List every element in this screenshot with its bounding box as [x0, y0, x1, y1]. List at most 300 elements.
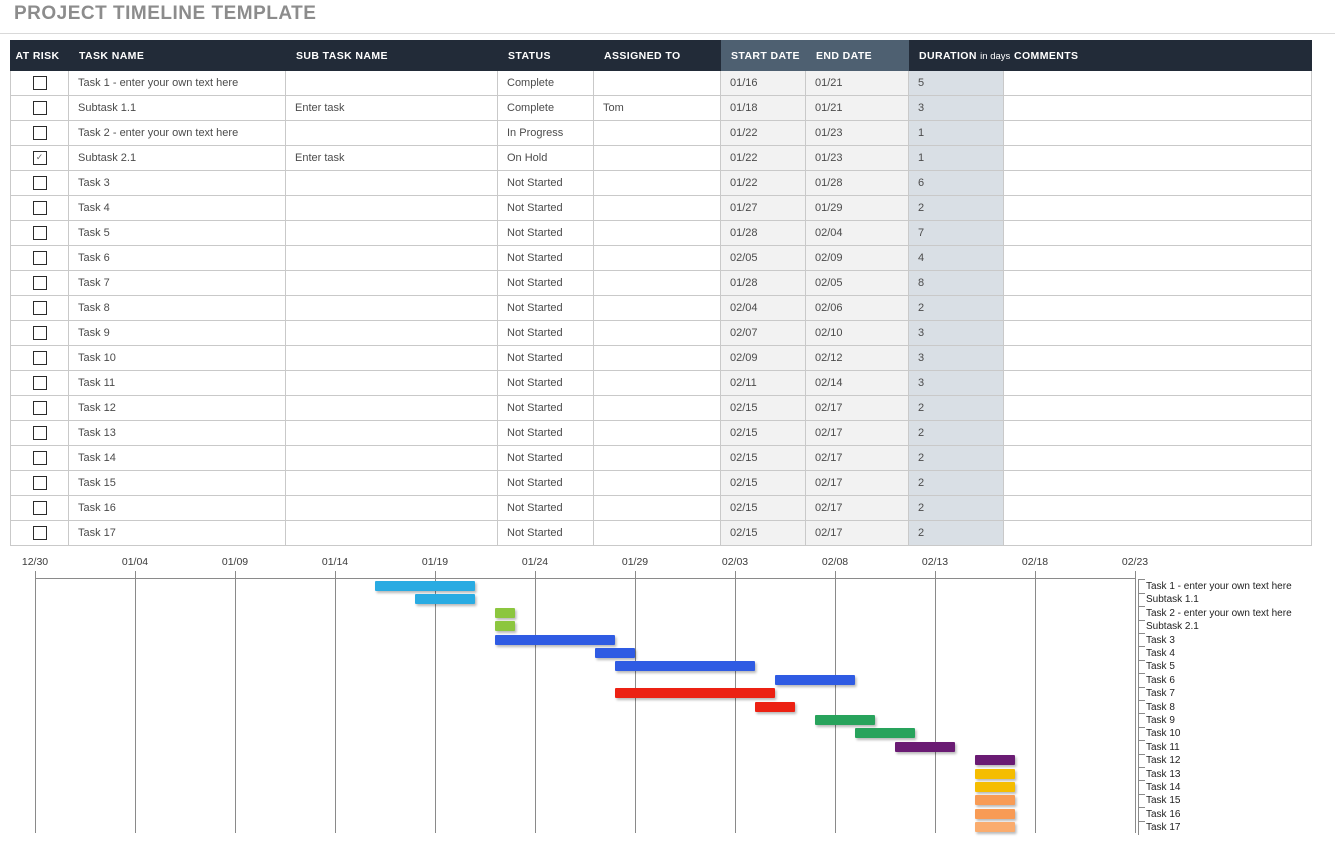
- gantt-bar: [975, 755, 1015, 765]
- duration-cell[interactable]: 1: [909, 121, 1004, 146]
- end-cell[interactable]: 02/12: [806, 346, 909, 371]
- duration-cell[interactable]: 2: [909, 421, 1004, 446]
- start-cell[interactable]: 02/15: [721, 521, 806, 546]
- assigned-cell[interactable]: [594, 71, 721, 96]
- gantt-task-label: Task 5: [1146, 661, 1175, 673]
- task-cell[interactable]: Task 7: [69, 271, 286, 296]
- comments-cell[interactable]: [1004, 421, 1312, 446]
- at-risk-cell[interactable]: [11, 396, 69, 421]
- table-row: [11, 271, 1312, 296]
- end-cell[interactable]: 02/17: [806, 446, 909, 471]
- end-cell[interactable]: 02/17: [806, 396, 909, 421]
- comments-cell[interactable]: [1004, 71, 1312, 96]
- subtask-cell[interactable]: [286, 321, 498, 346]
- table-row: [11, 421, 1312, 446]
- duration-cell[interactable]: 2: [909, 496, 1004, 521]
- gantt-bar: [775, 675, 855, 685]
- assigned-cell[interactable]: [594, 121, 721, 146]
- comments-cell[interactable]: [1004, 371, 1312, 396]
- gantt-gridline: [1035, 579, 1036, 833]
- duration-cell[interactable]: 2: [909, 396, 1004, 421]
- page-title: PROJECT TIMELINE TEMPLATE: [14, 3, 317, 24]
- gantt-axis-tick: [935, 571, 936, 579]
- start-cell[interactable]: 02/07: [721, 321, 806, 346]
- gantt-bar: [495, 608, 515, 618]
- gantt-task-label: Task 2 - enter your own text here: [1146, 607, 1292, 619]
- at-risk-cell[interactable]: [11, 471, 69, 496]
- status-cell[interactable]: Not Started: [498, 271, 594, 296]
- gantt-axis-tick: [1135, 571, 1136, 579]
- column-header-label: DURATION: [919, 49, 977, 62]
- gantt-category-tick: [1138, 593, 1145, 607]
- gantt-bar: [375, 581, 475, 591]
- table-row: [11, 171, 1312, 196]
- subtask-cell[interactable]: [286, 221, 498, 246]
- assigned-cell[interactable]: [594, 496, 721, 521]
- end-cell[interactable]: 02/05: [806, 271, 909, 296]
- task-cell[interactable]: Task 15: [69, 471, 286, 496]
- end-cell[interactable]: 01/21: [806, 71, 909, 96]
- status-cell[interactable]: Not Started: [498, 246, 594, 271]
- table-row: [11, 321, 1312, 346]
- gantt-axis-tick: [535, 571, 536, 579]
- assigned-cell[interactable]: [594, 371, 721, 396]
- column-header-start-date: [721, 41, 806, 71]
- status-cell[interactable]: Complete: [498, 96, 594, 121]
- comments-cell[interactable]: [1004, 321, 1312, 346]
- gantt-task-label: Task 16: [1146, 808, 1181, 820]
- at-risk-checkbox[interactable]: [33, 126, 47, 140]
- subtask-cell[interactable]: Enter task: [286, 96, 498, 121]
- subtask-cell[interactable]: [286, 121, 498, 146]
- column-header-label: ASSIGNED TO: [604, 49, 681, 62]
- at-risk-checkbox[interactable]: [33, 376, 47, 390]
- assigned-cell[interactable]: [594, 521, 721, 546]
- comments-cell[interactable]: [1004, 496, 1312, 521]
- status-cell[interactable]: Not Started: [498, 496, 594, 521]
- at-risk-checkbox[interactable]: [33, 76, 47, 90]
- gantt-task-label: Task 9: [1146, 715, 1175, 726]
- gantt-gridline: [635, 579, 636, 833]
- gantt-task-label: Task 6: [1146, 674, 1175, 686]
- end-cell[interactable]: 02/17: [806, 421, 909, 446]
- task-cell[interactable]: Task 9: [69, 321, 286, 346]
- comments-cell[interactable]: [1004, 446, 1312, 471]
- assigned-cell[interactable]: [594, 296, 721, 321]
- subtask-cell[interactable]: [286, 71, 498, 96]
- column-header-label: STATUS: [508, 49, 551, 62]
- column-header-label: AT RISK: [15, 49, 60, 62]
- comments-cell[interactable]: [1004, 171, 1312, 196]
- gantt-gridline: [935, 579, 936, 833]
- comments-cell[interactable]: [1004, 146, 1312, 171]
- duration-cell[interactable]: 7: [909, 221, 1004, 246]
- task-cell[interactable]: Subtask 1.1: [69, 96, 286, 121]
- at-risk-cell[interactable]: [11, 221, 69, 246]
- gantt-axis-tick-label: 01/09: [221, 556, 249, 568]
- task-cell[interactable]: Task 1 - enter your own text here: [69, 71, 286, 96]
- gantt-axis-tick: [835, 571, 836, 579]
- at-risk-cell[interactable]: [11, 446, 69, 471]
- task-cell[interactable]: Task 2 - enter your own text here: [69, 121, 286, 146]
- assigned-cell[interactable]: [594, 171, 721, 196]
- duration-cell[interactable]: 4: [909, 246, 1004, 271]
- comments-cell[interactable]: [1004, 246, 1312, 271]
- column-header-at-risk: [11, 41, 69, 71]
- gantt-bar: [975, 769, 1015, 779]
- gantt-task-label: Task 1 - enter your own text here: [1146, 581, 1292, 592]
- comments-cell[interactable]: [1004, 271, 1312, 296]
- task-cell[interactable]: Task 17: [69, 521, 286, 546]
- gantt-bar: [495, 621, 515, 631]
- gantt-axis-tick-label: 02/18: [1021, 556, 1049, 568]
- gantt-axis-tick-label: 12/30: [21, 556, 49, 568]
- subtask-cell[interactable]: [286, 421, 498, 446]
- status-cell[interactable]: Not Started: [498, 196, 594, 221]
- gantt-gridline: [535, 579, 536, 833]
- duration-cell[interactable]: 1: [909, 146, 1004, 171]
- at-risk-checkbox-checked[interactable]: ✓: [33, 151, 47, 165]
- subtask-cell[interactable]: [286, 296, 498, 321]
- end-cell[interactable]: 01/28: [806, 171, 909, 196]
- task-cell[interactable]: Task 12: [69, 396, 286, 421]
- assigned-cell[interactable]: [594, 396, 721, 421]
- gantt-category-tick: [1138, 754, 1145, 768]
- task-cell[interactable]: Task 4: [69, 196, 286, 221]
- at-risk-checkbox[interactable]: [33, 176, 47, 190]
- subtask-cell[interactable]: Enter task: [286, 146, 498, 171]
- gantt-axis-tick-label: 01/29: [621, 556, 649, 568]
- at-risk-checkbox[interactable]: [33, 526, 47, 540]
- at-risk-checkbox[interactable]: [33, 401, 47, 415]
- column-header-sub-task-name: [286, 41, 498, 71]
- at-risk-checkbox[interactable]: [33, 251, 47, 265]
- assigned-cell[interactable]: [594, 221, 721, 246]
- at-risk-checkbox[interactable]: [33, 426, 47, 440]
- status-cell[interactable]: Not Started: [498, 471, 594, 496]
- gantt-axis-tick: [135, 571, 136, 579]
- status-cell[interactable]: In Progress: [498, 121, 594, 146]
- gantt-gridline: [435, 579, 436, 833]
- gantt-gridline: [135, 579, 136, 833]
- comments-cell[interactable]: [1004, 396, 1312, 421]
- comments-cell[interactable]: [1004, 96, 1312, 121]
- status-cell[interactable]: Not Started: [498, 171, 594, 196]
- start-cell[interactable]: 02/09: [721, 346, 806, 371]
- gantt-bar: [815, 715, 875, 725]
- at-risk-cell[interactable]: [11, 171, 69, 196]
- gantt-category-tick: [1138, 633, 1145, 647]
- task-cell[interactable]: Task 6: [69, 246, 286, 271]
- at-risk-cell[interactable]: [11, 146, 69, 171]
- gantt-axis-tick: [635, 571, 636, 579]
- end-cell[interactable]: 02/14: [806, 371, 909, 396]
- table-row: [11, 221, 1312, 246]
- gantt-gridline: [235, 579, 236, 833]
- at-risk-cell[interactable]: [11, 271, 69, 296]
- gantt-task-label: Task 12: [1146, 755, 1181, 767]
- gantt-category-tick: [1138, 687, 1145, 701]
- gantt-axis-tick: [735, 571, 736, 579]
- task-cell[interactable]: Task 8: [69, 296, 286, 321]
- status-cell[interactable]: Not Started: [498, 446, 594, 471]
- assigned-cell[interactable]: Tom: [594, 96, 721, 121]
- subtask-cell[interactable]: [286, 496, 498, 521]
- at-risk-cell[interactable]: [11, 321, 69, 346]
- status-cell[interactable]: Not Started: [498, 221, 594, 246]
- end-cell[interactable]: 01/23: [806, 146, 909, 171]
- duration-cell[interactable]: 5: [909, 71, 1004, 96]
- gantt-category-tick: [1138, 660, 1145, 674]
- subtask-cell[interactable]: [286, 271, 498, 296]
- assigned-cell[interactable]: [594, 471, 721, 496]
- table-row: [11, 96, 1312, 121]
- gantt-bar: [895, 742, 955, 752]
- column-header-status: [498, 41, 594, 71]
- gantt-category-tick: [1138, 606, 1145, 620]
- subtask-cell[interactable]: [286, 371, 498, 396]
- gantt-axis-tick: [1035, 571, 1036, 579]
- assigned-cell[interactable]: [594, 321, 721, 346]
- start-cell[interactable]: 01/16: [721, 71, 806, 96]
- gantt-bar: [595, 648, 635, 658]
- task-cell[interactable]: Task 11: [69, 371, 286, 396]
- subtask-cell[interactable]: [286, 396, 498, 421]
- status-cell[interactable]: Not Started: [498, 396, 594, 421]
- gantt-axis-tick-label: 01/04: [121, 556, 149, 568]
- start-cell[interactable]: 01/22: [721, 146, 806, 171]
- task-cell[interactable]: Task 16: [69, 496, 286, 521]
- column-header-label: START DATE: [731, 49, 800, 62]
- subtask-cell[interactable]: [286, 196, 498, 221]
- at-risk-cell[interactable]: [11, 496, 69, 521]
- subtask-cell[interactable]: [286, 521, 498, 546]
- duration-cell[interactable]: 2: [909, 446, 1004, 471]
- assigned-cell[interactable]: [594, 446, 721, 471]
- gantt-category-tick: [1138, 807, 1145, 821]
- end-cell[interactable]: 02/10: [806, 321, 909, 346]
- duration-cell[interactable]: 6: [909, 171, 1004, 196]
- assigned-cell[interactable]: [594, 196, 721, 221]
- gantt-category-tick: [1138, 727, 1145, 741]
- column-header-end-date: [806, 41, 909, 71]
- table-row: [11, 471, 1312, 496]
- table-row: [11, 71, 1312, 96]
- assigned-cell[interactable]: [594, 271, 721, 296]
- end-cell[interactable]: 02/04: [806, 221, 909, 246]
- start-cell[interactable]: 01/27: [721, 196, 806, 221]
- assigned-cell[interactable]: [594, 146, 721, 171]
- gantt-task-label: Task 8: [1146, 701, 1175, 713]
- assigned-cell[interactable]: [594, 246, 721, 271]
- at-risk-cell[interactable]: [11, 346, 69, 371]
- task-cell[interactable]: Subtask 2.1: [69, 146, 286, 171]
- comments-cell[interactable]: [1004, 121, 1312, 146]
- gantt-axis-tick: [35, 571, 36, 579]
- duration-cell[interactable]: 8: [909, 271, 1004, 296]
- gantt-axis-tick-label: 01/19: [421, 556, 449, 568]
- start-cell[interactable]: 02/04: [721, 296, 806, 321]
- at-risk-cell[interactable]: [11, 296, 69, 321]
- duration-cell[interactable]: 3: [909, 346, 1004, 371]
- assigned-cell[interactable]: [594, 346, 721, 371]
- at-risk-checkbox[interactable]: [33, 451, 47, 465]
- gantt-category-tick: [1138, 646, 1145, 660]
- status-cell[interactable]: Not Started: [498, 371, 594, 396]
- start-cell[interactable]: 02/11: [721, 371, 806, 396]
- task-table: [10, 40, 1312, 546]
- gantt-category-tick: [1138, 700, 1145, 714]
- gantt-task-label: Task 14: [1146, 782, 1181, 793]
- column-header-label: END DATE: [816, 49, 873, 62]
- column-header-task-name: [69, 41, 286, 71]
- table-row: [11, 296, 1312, 321]
- end-cell[interactable]: 01/21: [806, 96, 909, 121]
- gantt-bar: [975, 809, 1015, 819]
- duration-unit-label: in days: [980, 50, 1011, 62]
- start-cell[interactable]: 02/15: [721, 421, 806, 446]
- at-risk-checkbox[interactable]: [33, 351, 47, 365]
- subtask-cell[interactable]: [286, 446, 498, 471]
- start-cell[interactable]: 01/28: [721, 221, 806, 246]
- at-risk-cell[interactable]: [11, 246, 69, 271]
- gantt-axis-line: [35, 578, 1136, 579]
- duration-cell[interactable]: 2: [909, 196, 1004, 221]
- gantt-axis-tick-label: 02/13: [921, 556, 949, 568]
- start-cell[interactable]: 02/15: [721, 396, 806, 421]
- at-risk-checkbox[interactable]: [33, 101, 47, 115]
- at-risk-checkbox[interactable]: [33, 276, 47, 290]
- start-cell[interactable]: 01/18: [721, 96, 806, 121]
- end-cell[interactable]: 01/29: [806, 196, 909, 221]
- status-cell[interactable]: Not Started: [498, 346, 594, 371]
- status-cell[interactable]: Complete: [498, 71, 594, 96]
- gantt-category-tick: [1138, 740, 1145, 754]
- gantt-category-tick: [1138, 620, 1145, 634]
- at-risk-checkbox[interactable]: [33, 476, 47, 490]
- at-risk-checkbox[interactable]: [33, 201, 47, 215]
- comments-cell[interactable]: [1004, 471, 1312, 496]
- start-cell[interactable]: 02/15: [721, 496, 806, 521]
- gantt-task-label: Task 17: [1146, 822, 1181, 834]
- start-cell[interactable]: 02/15: [721, 446, 806, 471]
- table-row: [11, 521, 1312, 546]
- gantt-task-label: Task 7: [1146, 688, 1175, 700]
- end-cell[interactable]: 02/09: [806, 246, 909, 271]
- gantt-category-tick: [1138, 579, 1145, 593]
- task-cell[interactable]: Task 10: [69, 346, 286, 371]
- subtask-cell[interactable]: [286, 471, 498, 496]
- end-cell[interactable]: 02/06: [806, 296, 909, 321]
- comments-cell[interactable]: [1004, 196, 1312, 221]
- table-row: [11, 371, 1312, 396]
- gantt-axis-tick-label: 02/23: [1121, 556, 1149, 568]
- comments-cell[interactable]: [1004, 221, 1312, 246]
- at-risk-cell[interactable]: [11, 121, 69, 146]
- status-cell[interactable]: On Hold: [498, 146, 594, 171]
- status-cell[interactable]: Not Started: [498, 421, 594, 446]
- gantt-task-label: Task 15: [1146, 795, 1181, 807]
- comments-cell[interactable]: [1004, 296, 1312, 321]
- comments-cell[interactable]: [1004, 346, 1312, 371]
- start-cell[interactable]: 01/28: [721, 271, 806, 296]
- gantt-bar: [615, 661, 755, 671]
- at-risk-cell[interactable]: [11, 196, 69, 221]
- at-risk-checkbox[interactable]: [33, 301, 47, 315]
- table-row: [11, 396, 1312, 421]
- start-cell[interactable]: 01/22: [721, 171, 806, 196]
- task-cell[interactable]: Task 3: [69, 171, 286, 196]
- duration-cell[interactable]: 2: [909, 471, 1004, 496]
- gantt-task-label: Task 11: [1146, 741, 1180, 753]
- task-cell[interactable]: Task 5: [69, 221, 286, 246]
- at-risk-checkbox[interactable]: [33, 501, 47, 515]
- column-header-assigned-to: [594, 41, 721, 71]
- task-cell[interactable]: Task 14: [69, 446, 286, 471]
- duration-cell[interactable]: 2: [909, 521, 1004, 546]
- column-header-label: SUB TASK NAME: [296, 49, 388, 62]
- duration-cell[interactable]: 3: [909, 321, 1004, 346]
- at-risk-cell[interactable]: [11, 71, 69, 96]
- gantt-axis-tick-label: 02/08: [821, 556, 849, 568]
- table-row: [11, 496, 1312, 521]
- gantt-bar: [615, 688, 775, 698]
- at-risk-cell[interactable]: [11, 421, 69, 446]
- end-cell[interactable]: 02/17: [806, 471, 909, 496]
- gantt-bar: [755, 702, 795, 712]
- at-risk-cell[interactable]: [11, 371, 69, 396]
- table-row: [11, 121, 1312, 146]
- end-cell[interactable]: 02/17: [806, 496, 909, 521]
- comments-cell[interactable]: [1004, 521, 1312, 546]
- subtask-cell[interactable]: [286, 171, 498, 196]
- gantt-axis-tick: [335, 571, 336, 579]
- table-row: [11, 346, 1312, 371]
- gantt-axis-tick-label: 02/03: [721, 556, 749, 568]
- duration-cell[interactable]: 2: [909, 296, 1004, 321]
- at-risk-checkbox[interactable]: [33, 226, 47, 240]
- title-divider: [0, 33, 1335, 34]
- duration-cell[interactable]: 3: [909, 371, 1004, 396]
- subtask-cell[interactable]: [286, 246, 498, 271]
- column-header-comments: [1004, 41, 1312, 71]
- start-cell[interactable]: 02/05: [721, 246, 806, 271]
- end-cell[interactable]: 02/17: [806, 521, 909, 546]
- subtask-cell[interactable]: [286, 346, 498, 371]
- duration-cell[interactable]: 3: [909, 96, 1004, 121]
- gantt-category-tick: [1138, 673, 1145, 687]
- start-cell[interactable]: 01/22: [721, 121, 806, 146]
- start-cell[interactable]: 02/15: [721, 471, 806, 496]
- status-cell[interactable]: Not Started: [498, 521, 594, 546]
- status-cell[interactable]: Not Started: [498, 296, 594, 321]
- gantt-bar: [975, 822, 1015, 832]
- assigned-cell[interactable]: [594, 421, 721, 446]
- gantt-axis-tick: [235, 571, 236, 579]
- at-risk-checkbox[interactable]: [33, 326, 47, 340]
- gantt-axis-tick-label: 01/24: [521, 556, 549, 568]
- column-header-label: COMMENTS: [1014, 49, 1079, 62]
- at-risk-cell[interactable]: [11, 521, 69, 546]
- task-cell[interactable]: Task 13: [69, 421, 286, 446]
- gantt-gridline: [35, 579, 36, 833]
- gantt-bar: [495, 635, 615, 645]
- gantt-task-label: Task 10: [1146, 728, 1181, 740]
- status-cell[interactable]: Not Started: [498, 321, 594, 346]
- end-cell[interactable]: 01/23: [806, 121, 909, 146]
- column-header-label: TASK NAME: [79, 49, 145, 62]
- at-risk-cell[interactable]: [11, 96, 69, 121]
